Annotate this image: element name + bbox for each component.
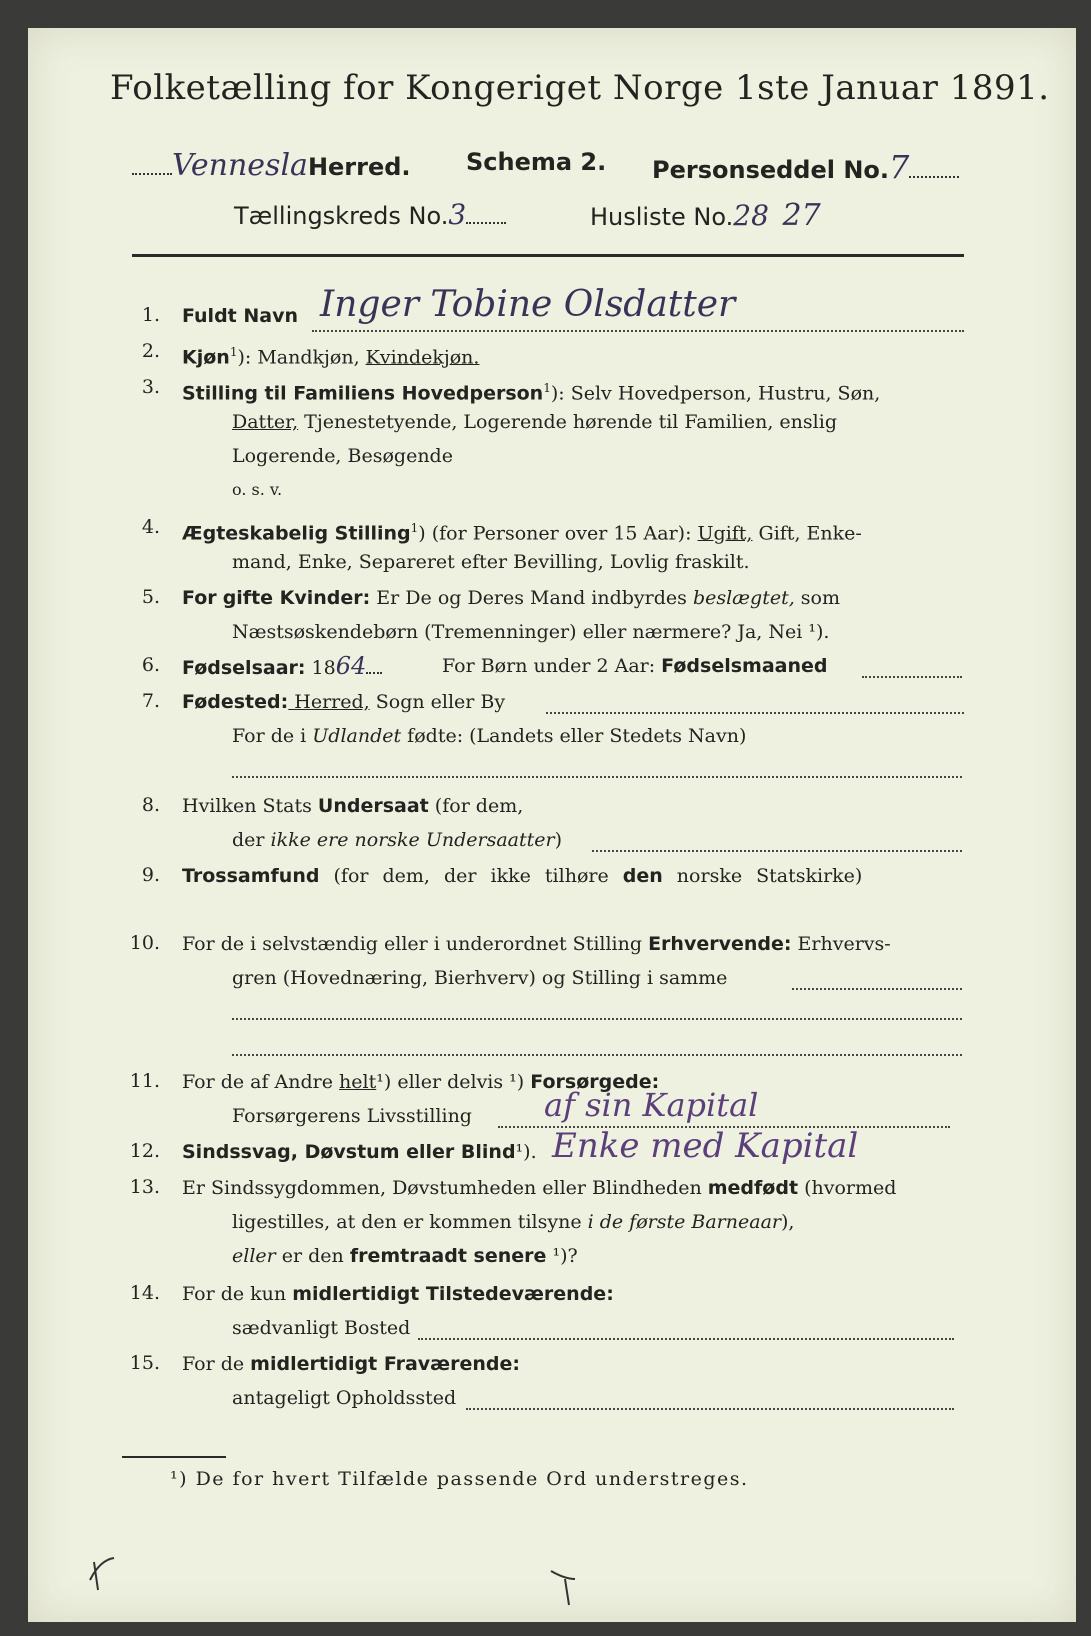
- q3-line4: o. s. v.: [232, 480, 283, 499]
- q6-number: 6.: [141, 654, 160, 676]
- q1-number: 1.: [141, 304, 160, 326]
- q14-number: 14.: [129, 1282, 160, 1304]
- kreds: [234, 198, 506, 231]
- q2-text: Kjøn$^1$): Mandkjøn, Kvindekjøn.: [182, 345, 480, 369]
- q1-dotline: [312, 330, 964, 332]
- q1-label: Fuldt Navn: [182, 305, 299, 327]
- q10-dotline: [792, 988, 962, 990]
- herred-line: [132, 148, 411, 183]
- q12-value: Enke med Kapital: [552, 1126, 859, 1166]
- q15-line2: antageligt Opholdssted: [232, 1387, 457, 1409]
- q7-dotline: [546, 712, 964, 714]
- herred-label: Herred.: [307, 153, 411, 181]
- personseddel: [652, 148, 959, 186]
- husliste-value: 28: [733, 199, 769, 232]
- kreds-label: Tællingskreds No.: [234, 202, 449, 230]
- q9-number: 9.: [141, 864, 160, 886]
- header-divider: [132, 254, 964, 257]
- q11-supporter-value: af sin Kapital: [544, 1086, 759, 1124]
- q6-line: Fødselsaar: 1864: [182, 654, 382, 680]
- q15-line1: For de midlertidigt Fraværende:: [182, 1353, 520, 1375]
- husliste: [590, 198, 821, 233]
- husliste-label: Husliste No.: [590, 203, 734, 231]
- q13-line2: ligestilles, at den er kommen tilsyne i de første Barneaar),: [232, 1211, 795, 1233]
- q14-dotline: [418, 1338, 954, 1340]
- q12-line: Sindssvag, Døvstum eller Blind¹).: [182, 1141, 537, 1163]
- schema-label: Schema 2.: [466, 148, 607, 176]
- q2-number: 2.: [141, 340, 160, 362]
- kreds-value: 3: [448, 198, 467, 231]
- personseddel-label: Personseddel No.: [652, 156, 890, 184]
- husliste-extra: 27: [782, 198, 821, 233]
- q11-number: 11.: [129, 1070, 160, 1092]
- q13-line1: Er Sindssygdommen, Døvstumheden eller Blindheden medfødt (hvormed: [182, 1177, 897, 1199]
- herred-value: Vennesla: [172, 148, 308, 183]
- q7-number: 7.: [141, 690, 160, 712]
- form-title: Folketælling for Kongeriget Norge 1ste Januar 1891.: [110, 68, 1050, 108]
- q11-line2: Forsørgerens Livsstilling: [232, 1105, 472, 1127]
- q3-line2: Datter, Tjenestetyende, Logerende hørende til Familien, enslig: [232, 411, 837, 433]
- q4-line2: mand, Enke, Separeret efter Bevilling, Lovlig fraskilt.: [232, 551, 750, 573]
- q12-number: 12.: [129, 1140, 160, 1162]
- q5-line1: For gifte Kvinder: Er De og Deres Mand indbyrdes beslægtet, som: [182, 587, 840, 609]
- q10-number: 10.: [129, 932, 160, 954]
- q10-dotline3: [232, 1054, 962, 1056]
- q6-child: For Børn under 2 Aar: Fødselsmaaned: [442, 655, 828, 677]
- q13-line3: eller er den fremtraadt senere ¹)?: [232, 1245, 578, 1267]
- q4-number: 4.: [141, 516, 160, 538]
- q11-line1: For de af Andre helt¹) eller delvis ¹) Forsørgede:: [182, 1071, 660, 1093]
- q5-line2: Næstsøskendebørn (Tremenninger) eller nærmere? Ja, Nei ¹).: [232, 621, 830, 643]
- footnote-rule: [122, 1456, 226, 1458]
- q15-dotline: [466, 1408, 954, 1410]
- q13-number: 13.: [129, 1176, 160, 1198]
- pencil-mark: [80, 1540, 140, 1600]
- footnote: ¹) De for hvert Tilfælde passende Ord understreges.: [170, 1468, 749, 1490]
- personseddel-value: 7: [889, 148, 910, 186]
- q7-line1: Fødested: Herred, Sogn eller By: [182, 691, 506, 713]
- pencil-mark-2: [545, 1565, 595, 1615]
- q5-number: 5.: [141, 586, 160, 608]
- q1-name-value: Inger Tobine Olsdatter: [320, 284, 736, 325]
- q6-dotline: [862, 676, 962, 678]
- q8-line1: Hvilken Stats Undersaat (for dem,: [182, 795, 524, 817]
- q14-line1: For de kun midlertidigt Tilstedeværende:: [182, 1283, 614, 1305]
- q10-line1: For de i selvstændig eller i underordnet Stilling Erhvervende: Erhvervs-: [182, 933, 891, 955]
- q10-line2: gren (Hovednæring, Bierhverv) og Stilling i samme: [232, 967, 728, 989]
- q3-line3: Logerende, Besøgende: [232, 445, 453, 467]
- q7-line2: For de i Udlandet fødte: (Landets eller Stedets Navn): [232, 725, 747, 747]
- q9-line: Trossamfund (for dem, der ikke tilhøre den norske Statskirke): [182, 865, 863, 887]
- census-form-paper: [28, 28, 1076, 1622]
- q15-number: 15.: [129, 1352, 160, 1374]
- q4-line1: Ægteskabelig Stilling$^1$) (for Personer over 15 Aar): Ugift, Gift, Enke-: [182, 521, 862, 545]
- q8-dotline: [592, 850, 962, 852]
- q7-dotline2: [232, 776, 962, 778]
- q14-line2: sædvanligt Bosted: [232, 1317, 411, 1339]
- q10-dotline2: [232, 1018, 962, 1020]
- q3-line1: Stilling til Familiens Hovedperson$^1$): Selv Hovedperson, Hustru, Søn,: [182, 381, 881, 405]
- q6-year-value: 64: [335, 652, 367, 680]
- q8-line2: der ikke ere norske Undersaatter): [232, 829, 562, 851]
- q8-number: 8.: [141, 794, 160, 816]
- q3-number: 3.: [141, 376, 160, 398]
